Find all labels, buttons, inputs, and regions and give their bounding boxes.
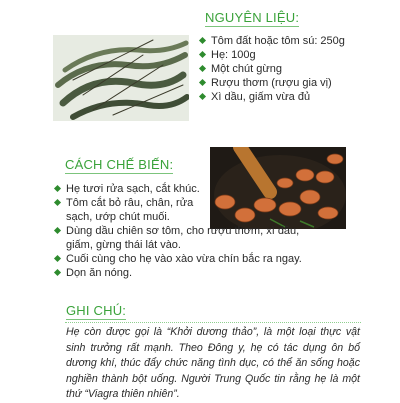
list-item: Tôm cắt bỏ râu, chân, rửa sạch, ướp chút muối. bbox=[54, 196, 216, 224]
divider bbox=[65, 322, 361, 323]
list-item: Hẹ: 100g bbox=[199, 48, 389, 62]
bullet-icon bbox=[199, 37, 206, 44]
list-item: Rượu thơm (rượu gia vị) bbox=[199, 76, 389, 90]
bullet-icon bbox=[54, 227, 61, 234]
bullet-icon bbox=[199, 79, 206, 86]
notes-text: Hẹ còn được gọi là “Khởi dương thảo”, là một loại thực vật sinh trưởng rất mạnh. Theo Đông y, hẹ có tác dụng ôn bổ dương khí, thúc đẩy chức năng tình dục, có thể ăn sống hoặc nghiền thành bột uống. Người Trung Quốc tin rằng hẹ là một thứ “Viagra thiên nhiên”. bbox=[66, 326, 360, 400]
notes-heading: GHI CHÚ: bbox=[66, 303, 127, 318]
bullet-icon bbox=[54, 255, 61, 262]
bullet-icon bbox=[199, 51, 206, 58]
list-item: Xì dầu, giấm vừa đủ bbox=[199, 90, 389, 104]
list-item: Một chút gừng bbox=[199, 62, 389, 76]
ingredients-list bbox=[199, 34, 389, 104]
list-item: Dọn ăn nóng. bbox=[54, 266, 354, 280]
method-list bbox=[54, 182, 354, 280]
list-item: Dùng dầu chiên sơ tôm, cho rượu thơm, xì dầu, giấm, gừng thái lát vào. bbox=[54, 224, 306, 252]
list-item: Tôm đất hoặc tôm sú: 250g bbox=[199, 34, 389, 48]
bullet-icon bbox=[54, 185, 61, 192]
list-item: Cuối cùng cho hẹ vào xào vừa chín bắc ra ngay. bbox=[54, 252, 354, 266]
bullet-icon bbox=[54, 199, 61, 206]
bullet-icon bbox=[199, 65, 206, 72]
raw-shrimp-photo bbox=[53, 35, 189, 121]
bullet-icon bbox=[54, 269, 61, 276]
method-heading: CÁCH CHẾ BIẾN: bbox=[65, 157, 174, 172]
ingredients-heading: NGUYÊN LIỆU: bbox=[205, 10, 300, 25]
list-item: Hẹ tươi rửa sạch, cắt khúc. bbox=[54, 182, 354, 196]
bullet-icon bbox=[199, 93, 206, 100]
